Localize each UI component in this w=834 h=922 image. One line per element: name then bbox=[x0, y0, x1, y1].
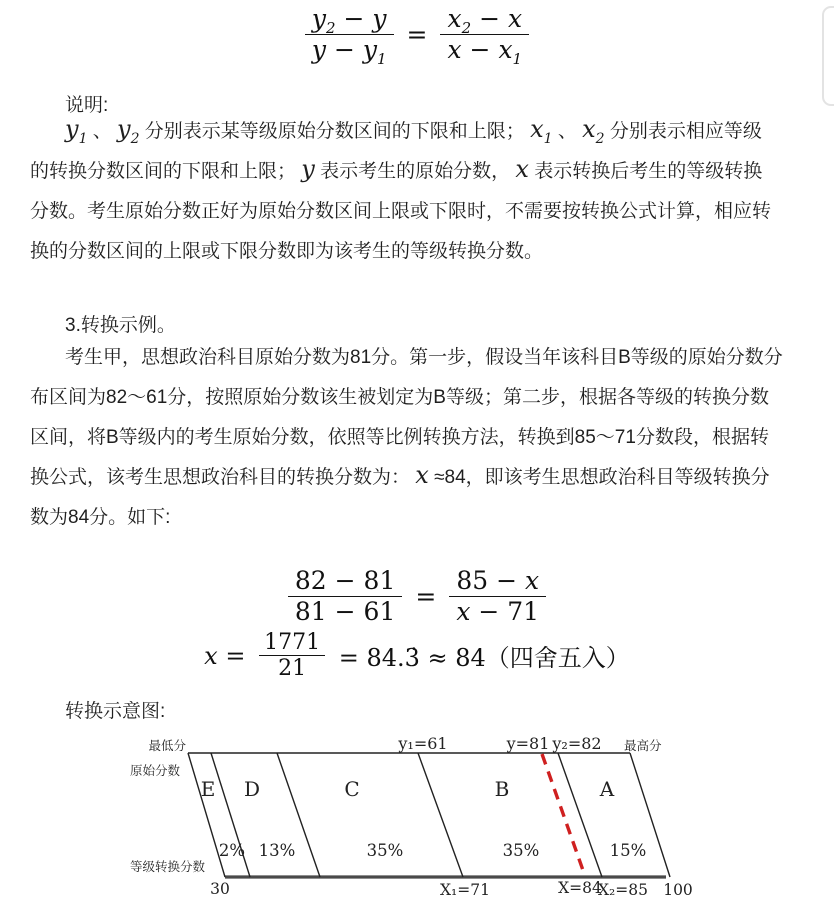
red-dashed-score-line bbox=[542, 754, 585, 876]
conversion-formula-general bbox=[0, 4, 834, 68]
paragraph-line: 换的分数区间的上限或下限分数即为该考生的等级转换分数。 bbox=[30, 241, 544, 262]
fraction-numerator: $y_2 - y$ bbox=[305, 4, 394, 35]
x-mark: X=84 bbox=[558, 879, 602, 897]
example-paragraph bbox=[30, 338, 805, 538]
paragraph-line: 分数。考生原始分数正好为原始分数区间上限或下限时，不需要按转换公式计算，相应转 bbox=[30, 201, 772, 222]
paragraph-line: $y_1$ 、 $y_2$ 分别表示某等级原始分数区间的下限和上限； $x_1$ 、 $x_2$ 分别表示相应等级 bbox=[65, 115, 762, 147]
fraction-numerator: 85 − x bbox=[449, 566, 546, 597]
fraction-left bbox=[305, 4, 394, 68]
conversion-result bbox=[0, 630, 834, 681]
percent-c: 35% bbox=[366, 841, 404, 860]
fraction-numerator: 1771 bbox=[259, 630, 325, 656]
explain-paragraph bbox=[30, 112, 805, 272]
grade-label-b: B bbox=[494, 777, 510, 801]
result-prefix: x = bbox=[204, 641, 254, 670]
paragraph-line: 的转换分数区间的下限和上限； y 表示考生的原始分数， x 表示转换后考生的等级转换 bbox=[30, 155, 763, 183]
fraction-denominator: 21 bbox=[278, 656, 307, 681]
y2-mark: y₂=82 bbox=[552, 734, 602, 753]
result-suffix: = 84.3̇ ≈ 84（四舍五入） bbox=[331, 644, 630, 672]
example-heading: 3.转换示例。 bbox=[65, 315, 176, 336]
fraction-right bbox=[440, 4, 529, 68]
percent-d: 13% bbox=[258, 841, 296, 860]
floating-panel-edge bbox=[822, 6, 834, 106]
grade-label-d: D bbox=[243, 777, 261, 801]
percent-b: 35% bbox=[502, 841, 540, 860]
bottom-max-mark: 100 bbox=[663, 881, 693, 899]
y-mark: y=81 bbox=[506, 734, 550, 753]
fraction-denominator: $x - x_1$ bbox=[447, 35, 523, 68]
percent-e: 2% bbox=[218, 841, 246, 860]
diagram-caption: 转换示意图: bbox=[65, 701, 166, 722]
band-divider-c-b bbox=[418, 753, 463, 877]
explain-heading: 说明: bbox=[65, 95, 109, 116]
min-score-label: 最低分 bbox=[148, 739, 186, 753]
conversion-formula-example bbox=[0, 566, 834, 627]
max-score-label: 最高分 bbox=[624, 739, 662, 753]
equals-sign: = bbox=[415, 582, 437, 611]
raw-score-row-label: 原始分数 bbox=[129, 764, 180, 778]
x1-mark: X₁=71 bbox=[440, 881, 490, 899]
bottom-min-mark: 30 bbox=[210, 880, 230, 898]
grade-label-a: A bbox=[599, 777, 615, 801]
fraction-right bbox=[449, 566, 546, 627]
paragraph-line: 数为84分。如下: bbox=[30, 507, 171, 528]
equals-sign: = bbox=[406, 20, 428, 49]
paragraph-line: 考生甲，思想政治科目原始分数为81分。第一步，假设当年该科目B等级的原始分数分 bbox=[65, 347, 783, 368]
x2-mark: X₂=85 bbox=[598, 881, 648, 899]
converted-score-row-label: 等级转换分数 bbox=[129, 860, 205, 874]
paragraph-line: 换公式，该考生思想政治科目的转换分数为： x ≈84，即该考生思想政治科目等级转换分 bbox=[30, 461, 770, 489]
fraction-left bbox=[288, 566, 402, 627]
conversion-diagram bbox=[0, 725, 834, 922]
grade-label-e: E bbox=[200, 777, 216, 801]
fraction-numerator: 82 − 81 bbox=[288, 566, 402, 597]
fraction-denominator: $y - y_1$ bbox=[311, 35, 387, 68]
paragraph-line: 布区间为82～61分，按照原始分数该生被划定为B等级；第二步，根据各等级的转换分数 bbox=[30, 387, 769, 408]
percent-a: 15% bbox=[609, 841, 647, 860]
fraction-numerator: $x_2 - x$ bbox=[440, 4, 529, 35]
fraction-denominator: 81 − 61 bbox=[294, 597, 396, 626]
fraction-denominator: x − 71 bbox=[456, 597, 540, 626]
paragraph-line: 区间，将B等级内的考生原始分数，依照等比例转换方法，转换到85～71分数段，根据转 bbox=[30, 427, 769, 448]
result-fraction bbox=[259, 630, 325, 681]
grade-label-c: C bbox=[344, 777, 360, 801]
y1-mark: y₁=61 bbox=[398, 734, 448, 753]
